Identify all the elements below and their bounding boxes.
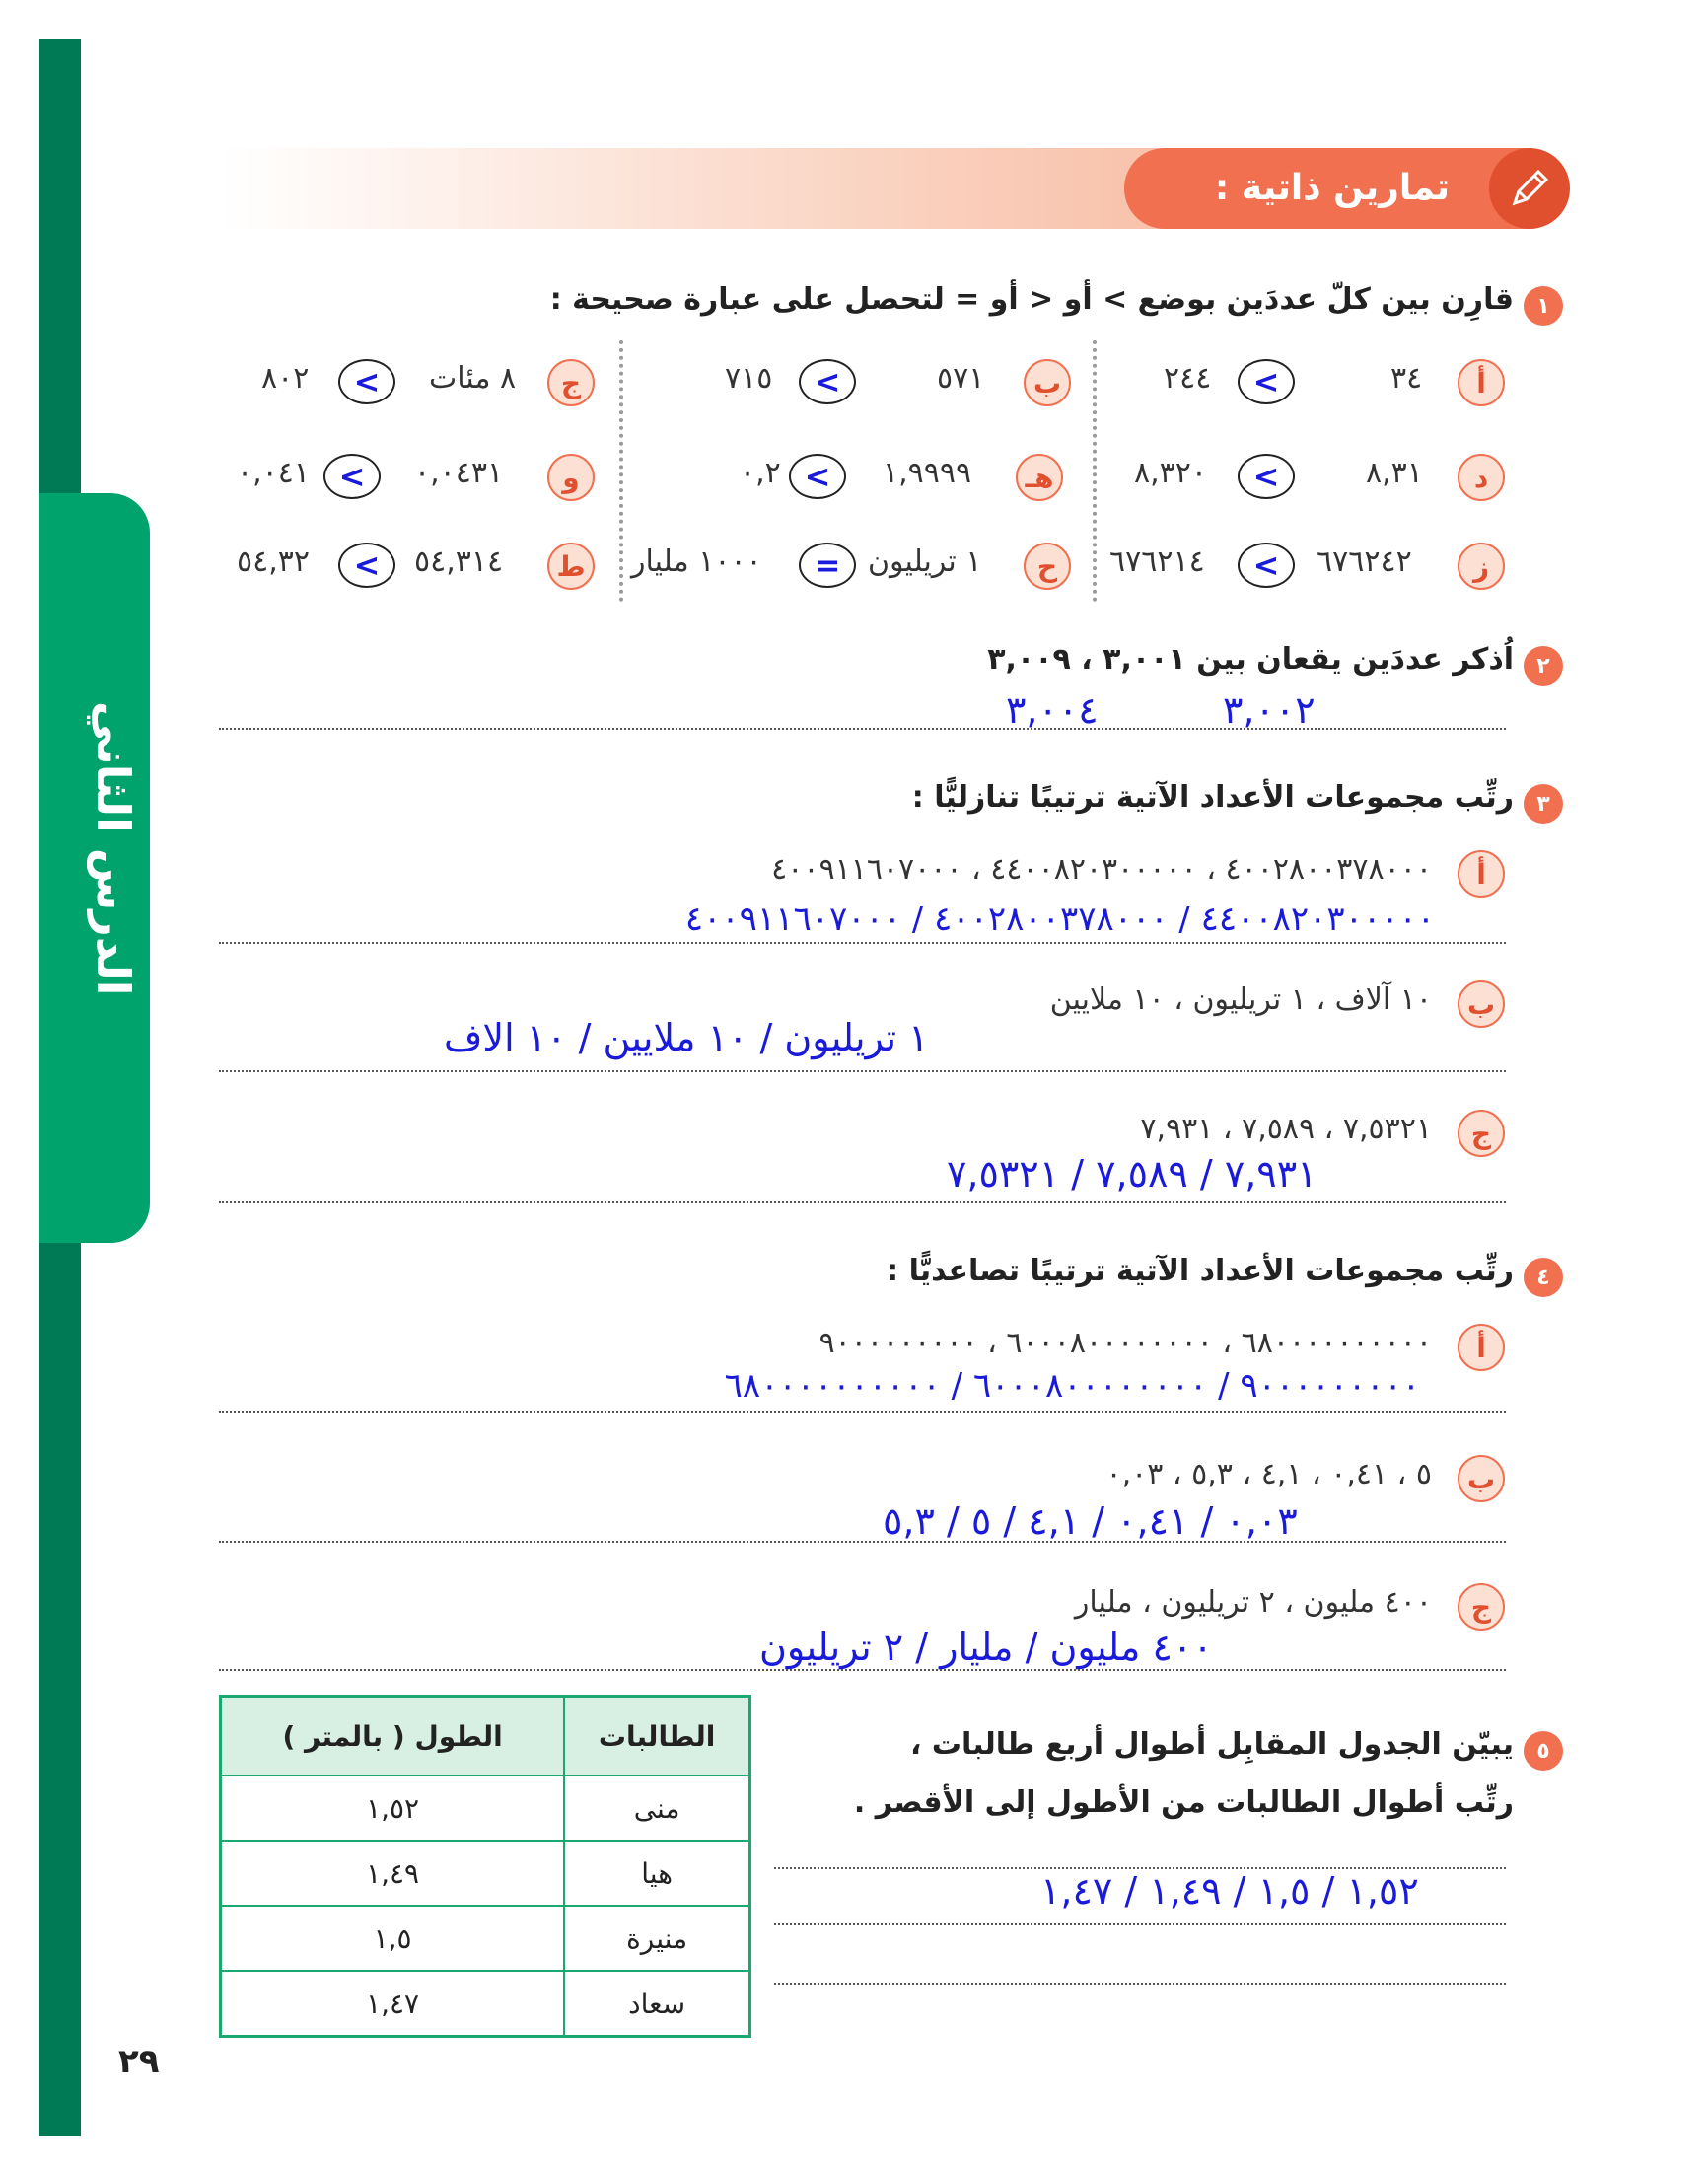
compare-right: ٢٤٤: [1164, 361, 1212, 396]
question-prompt: اُذكر عددَين يقعان بين ٣,٠٠١ ، ٣,٠٠٩: [987, 642, 1514, 677]
student-height: ١,٥٢: [221, 1776, 565, 1841]
student-name: منى: [564, 1776, 749, 1841]
table-header-row: [221, 1697, 750, 1776]
student-name: هيا: [564, 1841, 749, 1906]
table-row: [221, 1776, 750, 1841]
question-number: ٥: [1524, 1731, 1563, 1771]
numbers-set: ٤٠٠ مليون ، ٢ تريليون ، مليار: [1074, 1585, 1432, 1620]
item-label: ج: [1458, 1110, 1505, 1157]
answer-number: ٣,٠٠٤: [1006, 689, 1099, 732]
compare-right: ٠,٠٤١: [237, 456, 310, 490]
question-prompt: رتِّب أطوال الطالبات من الأطول إلى الأقصر .: [853, 1785, 1514, 1820]
answer-line[interactable]: [219, 1669, 1506, 1671]
item-label: ح: [1024, 543, 1071, 590]
compare-sign[interactable]: =: [799, 543, 856, 588]
compare-sign[interactable]: >: [338, 543, 395, 588]
heights-table: [219, 1695, 751, 2038]
answer-number: ٣,٠٠٢: [1223, 689, 1316, 732]
compare-left: ١ تريليون: [868, 544, 982, 579]
student-height: ١,٤٩: [221, 1841, 565, 1906]
item-label: أ: [1458, 850, 1505, 898]
item-label: هـ: [1016, 454, 1063, 501]
compare-left: ٨ مئات: [429, 361, 517, 396]
numbers-set: ٦٨٠٠٠٠٠٠٠٠٠٠ ، ٦٠٠٠٨٠٠٠٠٠٠٠٠ ، ٩٠٠٠٠٠٠٠٠٠: [818, 1326, 1432, 1360]
column-header: الطول ( بالمتر ): [221, 1697, 565, 1776]
numbers-set: ٧,٥٣٢١ ، ٧,٥٨٩ ، ٧,٩٣١: [1140, 1112, 1432, 1146]
item-label: ب: [1024, 359, 1071, 406]
student-name: منيرة: [564, 1906, 749, 1971]
question-number: ٢: [1524, 646, 1563, 686]
item-label: ب: [1458, 980, 1505, 1028]
handwritten-answer: ١,٥٢ / ١,٥ / ١,٤٩ / ١,٤٧: [1040, 1869, 1419, 1913]
student-name: سعاد: [564, 1971, 749, 2037]
compare-left: ٨,٣١: [1366, 456, 1423, 490]
question-prompt: يبيّن الجدول المقابِل أطوال أربع طالبات ،: [910, 1727, 1514, 1762]
compare-sign[interactable]: >: [323, 454, 381, 499]
page-title: تمارين ذاتية :: [1214, 168, 1450, 208]
answer-line[interactable]: [219, 1411, 1506, 1413]
item-label: ج: [1458, 1583, 1505, 1631]
item-label: ج: [547, 359, 595, 406]
compare-right: ٨,٣٢٠: [1134, 456, 1207, 490]
table-row: [221, 1841, 750, 1906]
compare-right: ٠,٢: [740, 456, 781, 490]
compare-right: ٦٧٦٢١٤: [1109, 544, 1205, 579]
compare-right: ١٠٠٠ مليار: [631, 544, 762, 579]
answer-line[interactable]: [219, 942, 1506, 944]
compare-sign[interactable]: >: [1238, 454, 1295, 499]
question-number: ٣: [1524, 784, 1563, 824]
answer-line[interactable]: [219, 728, 1506, 730]
numbers-set: ٤٠٠٢٨٠٠٣٧٨٠٠٠ ، ٤٤٠٠٨٢٠٣٠٠٠٠٠ ، ٤٠٠٩١١٦٠٧٠٠٠: [771, 852, 1432, 887]
compare-left: ٠,٠٤٣١: [414, 456, 504, 490]
answer-line[interactable]: [219, 1201, 1506, 1203]
handwritten-answer: ٠,٠٣ / ٠,٤١ / ٤,١ / ٥ / ٥,٣: [883, 1499, 1298, 1543]
student-height: ١,٤٧: [221, 1971, 565, 2037]
question-number: ١: [1524, 286, 1563, 326]
numbers-set: ١٠ آلاف ، ١ تريليون ، ١٠ ملايين: [1049, 982, 1432, 1017]
answer-line[interactable]: [774, 1923, 1506, 1925]
column-header: الطالبات: [564, 1697, 749, 1776]
question-prompt: قارِن بين كلّ عددَين بوضع > أو < أو = لتحصل على عبارة صحيحة :: [549, 282, 1514, 317]
handwritten-answer: ١ تريليون / ١٠ ملايين / ١٠ الاف: [444, 1016, 929, 1059]
compare-sign[interactable]: >: [799, 359, 856, 404]
student-height: ١,٥: [221, 1906, 565, 1971]
question-prompt: رتِّب مجموعات الأعداد الآتية ترتيبًا تصاعديًّا :: [887, 1254, 1514, 1288]
compare-sign[interactable]: >: [1238, 543, 1295, 588]
item-label: ب: [1458, 1455, 1505, 1502]
handwritten-answer: ٤٤٠٠٨٢٠٣٠٠٠٠٠ / ٤٠٠٢٨٠٠٣٧٨٠٠٠ / ٤٠٠٩١١٦٠٧٠٠٠: [684, 900, 1435, 939]
compare-left: ١,٩٩٩٩: [883, 456, 972, 490]
compare-sign[interactable]: >: [1238, 359, 1295, 404]
compare-sign[interactable]: >: [789, 454, 846, 499]
item-label: د: [1458, 454, 1505, 501]
numbers-set: ٥ ، ٠,٤١ ، ٤,١ ، ٥,٣ ، ٠,٠٣: [1105, 1457, 1432, 1491]
item-label: أ: [1458, 359, 1505, 406]
item-label: ز: [1458, 543, 1505, 590]
pencil-icon: [1489, 148, 1570, 229]
compare-left: ٦٧٦٢٤٢: [1317, 544, 1412, 579]
table-row: [221, 1906, 750, 1971]
compare-sign[interactable]: >: [338, 359, 395, 404]
handwritten-answer: ٤٠٠ مليون / مليار / ٢ تريليون: [759, 1626, 1213, 1669]
column-separator: [619, 340, 623, 602]
column-separator: [1093, 340, 1097, 602]
item-label: ط: [547, 543, 595, 590]
lesson-label: الدرس الثاني: [87, 700, 140, 996]
handwritten-answer: ٧,٩٣١ / ٧,٥٨٩ / ٧,٥٣٢١: [947, 1152, 1317, 1196]
compare-right: ٨٠٢: [261, 361, 310, 396]
compare-left: ٥٤,٣١٤: [414, 544, 504, 579]
answer-line[interactable]: [219, 1070, 1506, 1072]
answer-line[interactable]: [774, 1983, 1506, 1985]
item-label: و: [547, 454, 595, 501]
item-label: أ: [1458, 1324, 1505, 1371]
compare-left: ٣٤: [1390, 361, 1423, 396]
compare-right: ٥٤,٣٢: [237, 544, 310, 579]
compare-right: ٧١٥: [725, 361, 773, 396]
question-prompt: رتِّب مجموعات الأعداد الآتية ترتيبًا تنازليًّا :: [911, 780, 1514, 815]
answer-line[interactable]: [219, 1541, 1506, 1543]
page-number: ٢٩: [118, 2042, 160, 2081]
handwritten-answer: ٩٠٠٠٠٠٠٠٠٠ / ٦٠٠٠٨٠٠٠٠٠٠٠٠ / ٦٨٠٠٠٠٠٠٠٠٠٠: [724, 1366, 1420, 1406]
compare-left: ٥٧١: [937, 361, 985, 396]
table-row: [221, 1971, 750, 2037]
question-number: ٤: [1524, 1258, 1563, 1297]
